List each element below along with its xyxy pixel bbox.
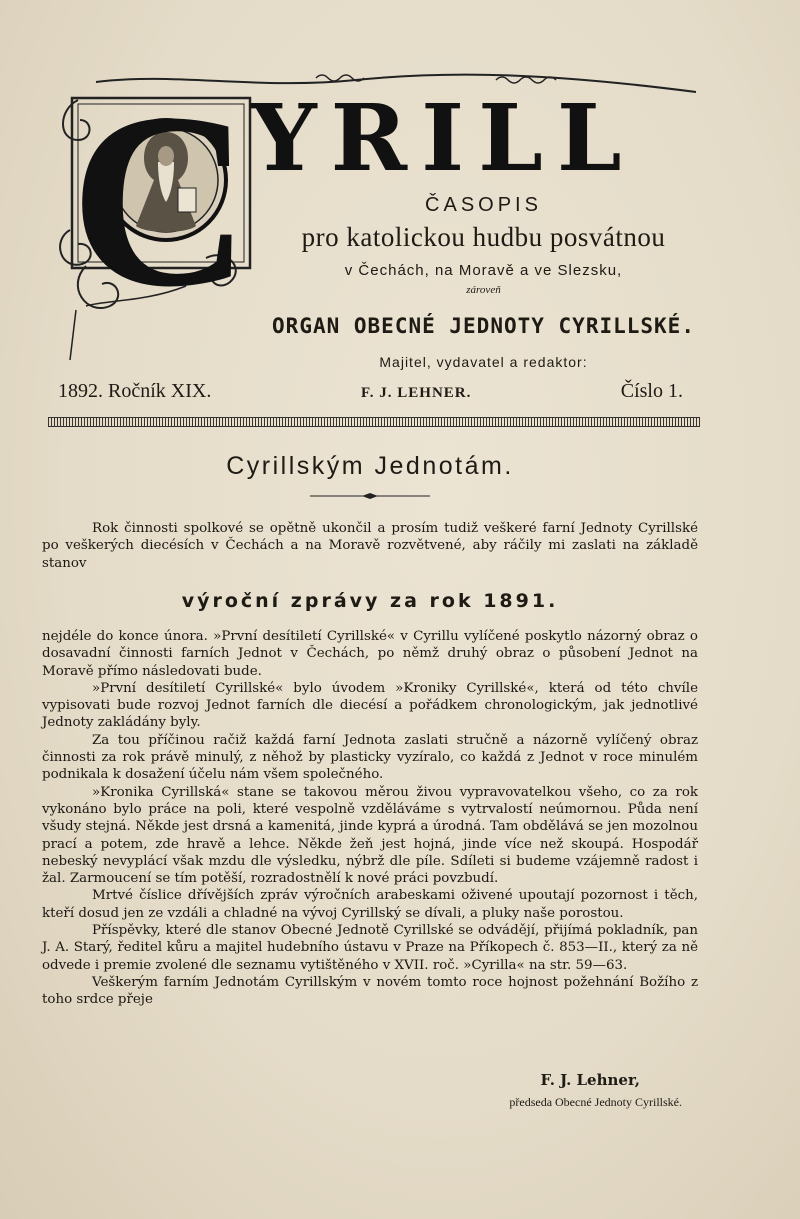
signature-role: předseda Obecné Jednoty Cyrillské. xyxy=(509,1095,682,1109)
masthead xyxy=(56,62,706,400)
publisher-line: Majitel, vydavatel a redaktor: xyxy=(379,354,588,370)
heading-divider-icon xyxy=(310,492,430,500)
paragraph-1: nejdéle do konce února. »První desítiletí Cyrillské« v Cyrillu vylíčené poskytlo názorný obraz o dosavadní činnosti farních Jednot v Čechách, po němž druhý obraz o působení Jednot na Moravě přímo následovati bude. xyxy=(42,629,698,679)
issue-info xyxy=(58,380,683,410)
signature-name: F. J. Lehner, xyxy=(540,1071,640,1089)
zaroven-label: zároveň xyxy=(466,284,501,296)
organ-line: ORGAN OBECNÉ JEDNOTY CYRILLSKÉ. xyxy=(272,314,695,338)
initial-c: C xyxy=(70,62,251,339)
article-intro xyxy=(42,520,698,572)
journal-subtitle: pro katolickou hudbu posvátnou xyxy=(301,222,666,252)
paragraph-4: »Kronika Cyrillská« stane se takovou měrou živou vypravovatelkou všeho, co za rok vykonáno bylo práce na poli, které vespolně vzděláváme s vytrvalostí neúmornou. Půda není všudy stejná. Někde jest drsná a kamenitá, jinde kyprá a úrodná. Tam obdělává se jen mozolnou prací a potem, zde hravě a lehce. Někde žeň jest hojná, jinde více než skoupá. Hospodář nebeský nevyplácí však mzdu dle výsledku, nýbrž dle píle. Sdíleti si budeme vzájemně radost i žal. Zarmoucení se tím potěší, rozradostnělí k nové práci povzbudí. xyxy=(42,784,698,887)
editor-name: F. J. LEHNER. xyxy=(361,385,472,401)
issue-number: Číslo 1. xyxy=(620,380,683,402)
paragraph-2: »První desítiletí Cyrillské« bylo úvodem »Kroniky Cyrillské«, která od této chvíle vypisovati bude rozvoj Jednot farních dle diecésí a pořádkem chronologickým, jak jednotlivé Jednoty zakládány byly. xyxy=(42,680,698,731)
article-body xyxy=(42,628,698,1009)
header-divider xyxy=(48,417,700,427)
article-heading: Cyrillským Jednotám. xyxy=(226,452,514,480)
journal-title: YRILL xyxy=(251,84,636,192)
paragraph-5: Mrtvé číslice dřívějších zpráv výročních arabeskami oživené upoutají pozornost i těch, kteří dosud jen ze vzdáli a chladné na vývoj Cyrillský se dívali, a pluky naše porostou. xyxy=(42,888,698,921)
paragraph-6: Příspěvky, které dle stanov Obecné Jednotě Cyrillské se odvádějí, přijímá pokladník, pan J. A. Starý, ředitel kůru a majitel hudebního ústavu v Praze na Příkopech č. 853—II., který za ně odvede i premie zvolené dle seznamu vytištěného v XVII. roč. »Cyrilla« na str. 59—63. xyxy=(42,923,698,973)
casopis-label: ČASOPIS xyxy=(425,194,542,216)
regions-line: v Čechách, na Moravě a ve Slezsku, xyxy=(344,262,623,279)
article-subheading: výroční zprávy za rok 1891. xyxy=(181,590,559,612)
paragraph-7: Veškerým farním Jednotám Cyrillským v novém tomto roce hojnost požehnání Božího z toho srdce přeje xyxy=(42,974,698,1008)
paragraph-3: Za tou příčinou račiž každá farní Jednota zaslati stručně a názorně vylíčený obraz činnosti za rok právě minulý, z něhož by plasticky vyzíralo, co každá z Jednot v roce minulém podnikala k dosažení účelu nám všem společného. xyxy=(42,732,698,783)
year-volume: 1892. Ročník XIX. xyxy=(58,380,212,402)
intro-paragraph: Rok činnosti spolkové se opětně ukončil a prosím tudiž veškeré farní Jednoty Cyrillské po veškerých diecésích v Čechách a na Moravě rozvětvené, aby ráčily mi zaslati na základě stanov xyxy=(42,521,698,571)
